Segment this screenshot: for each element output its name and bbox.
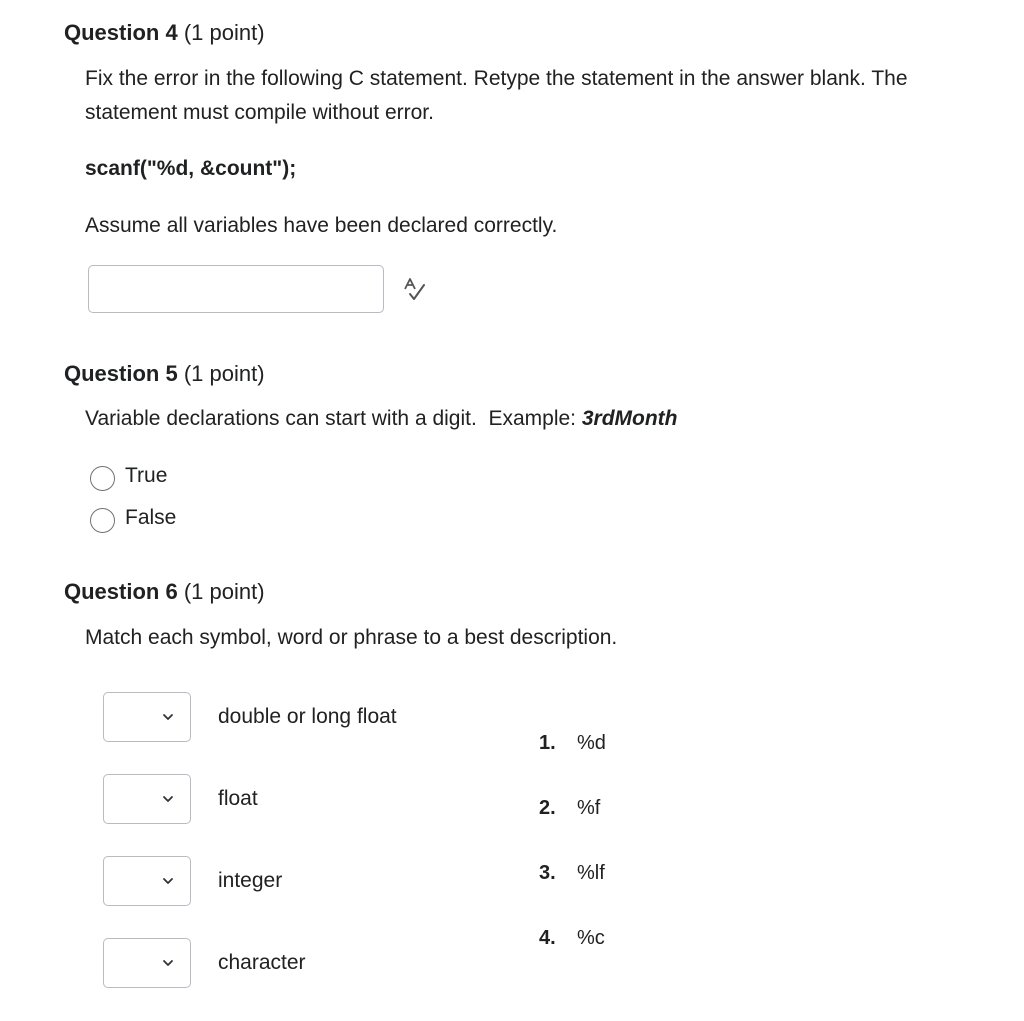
question-5-number: Question 5 — [64, 361, 178, 386]
question-4-header — [64, 19, 265, 47]
match-choice-2-number: 2. — [539, 797, 556, 819]
match-choice-1 — [539, 730, 606, 756]
question-4-note: Assume all variables have been declared correctly. — [85, 214, 558, 237]
question-4-points: (1 point) — [183, 20, 265, 45]
question-6-points: (1 point) — [183, 579, 265, 604]
match-select-3[interactable] — [103, 856, 191, 906]
question-5-header — [64, 360, 265, 388]
chevron-down-icon — [162, 957, 174, 969]
question-5-example: 3rdMonth — [581, 407, 678, 430]
chevron-down-icon — [162, 875, 174, 887]
match-item-4: character — [218, 951, 306, 974]
spellcheck-icon[interactable] — [401, 277, 427, 303]
question-6-header — [64, 578, 265, 606]
match-choice-4-text: %c — [577, 927, 605, 949]
question-6-prompt: Match each symbol, word or phrase to a best description. — [85, 626, 618, 649]
question-4-code: scanf("%d, &count"); — [85, 157, 297, 180]
question-6-number: Question 6 — [64, 579, 178, 604]
match-select-2[interactable] — [103, 774, 191, 824]
question-4-answer-input[interactable] — [88, 265, 384, 313]
question-4-number: Question 4 — [64, 20, 178, 45]
match-choice-3-text: %lf — [577, 862, 605, 884]
match-choice-1-text: %d — [577, 732, 606, 754]
match-choice-4 — [539, 925, 605, 951]
radio-true[interactable] — [90, 466, 115, 491]
radio-false[interactable] — [90, 508, 115, 533]
question-5-points: (1 point) — [183, 361, 265, 386]
match-item-3: integer — [218, 869, 283, 892]
match-choice-3-number: 3. — [539, 862, 556, 884]
match-choice-2-text: %f — [577, 797, 601, 819]
chevron-down-icon — [162, 711, 174, 723]
question-5-prompt-text: Variable declarations can start with a digit. Example: — [85, 407, 582, 430]
match-select-1[interactable] — [103, 692, 191, 742]
chevron-down-icon — [162, 793, 174, 805]
question-4-prompt: Fix the error in the following C statement. Retype the statement in the answer blank. The statement must compile without error. — [85, 67, 908, 124]
match-choice-2 — [539, 795, 600, 821]
radio-true-label[interactable]: True — [125, 464, 168, 487]
match-choice-4-number: 4. — [539, 927, 556, 949]
match-item-2: float — [218, 787, 258, 810]
match-choice-1-number: 1. — [539, 732, 556, 754]
match-item-1: double or long float — [218, 705, 397, 728]
match-choice-3 — [539, 860, 605, 886]
question-5-prompt — [85, 402, 678, 436]
radio-false-label[interactable]: False — [125, 506, 177, 529]
match-select-4[interactable] — [103, 938, 191, 988]
